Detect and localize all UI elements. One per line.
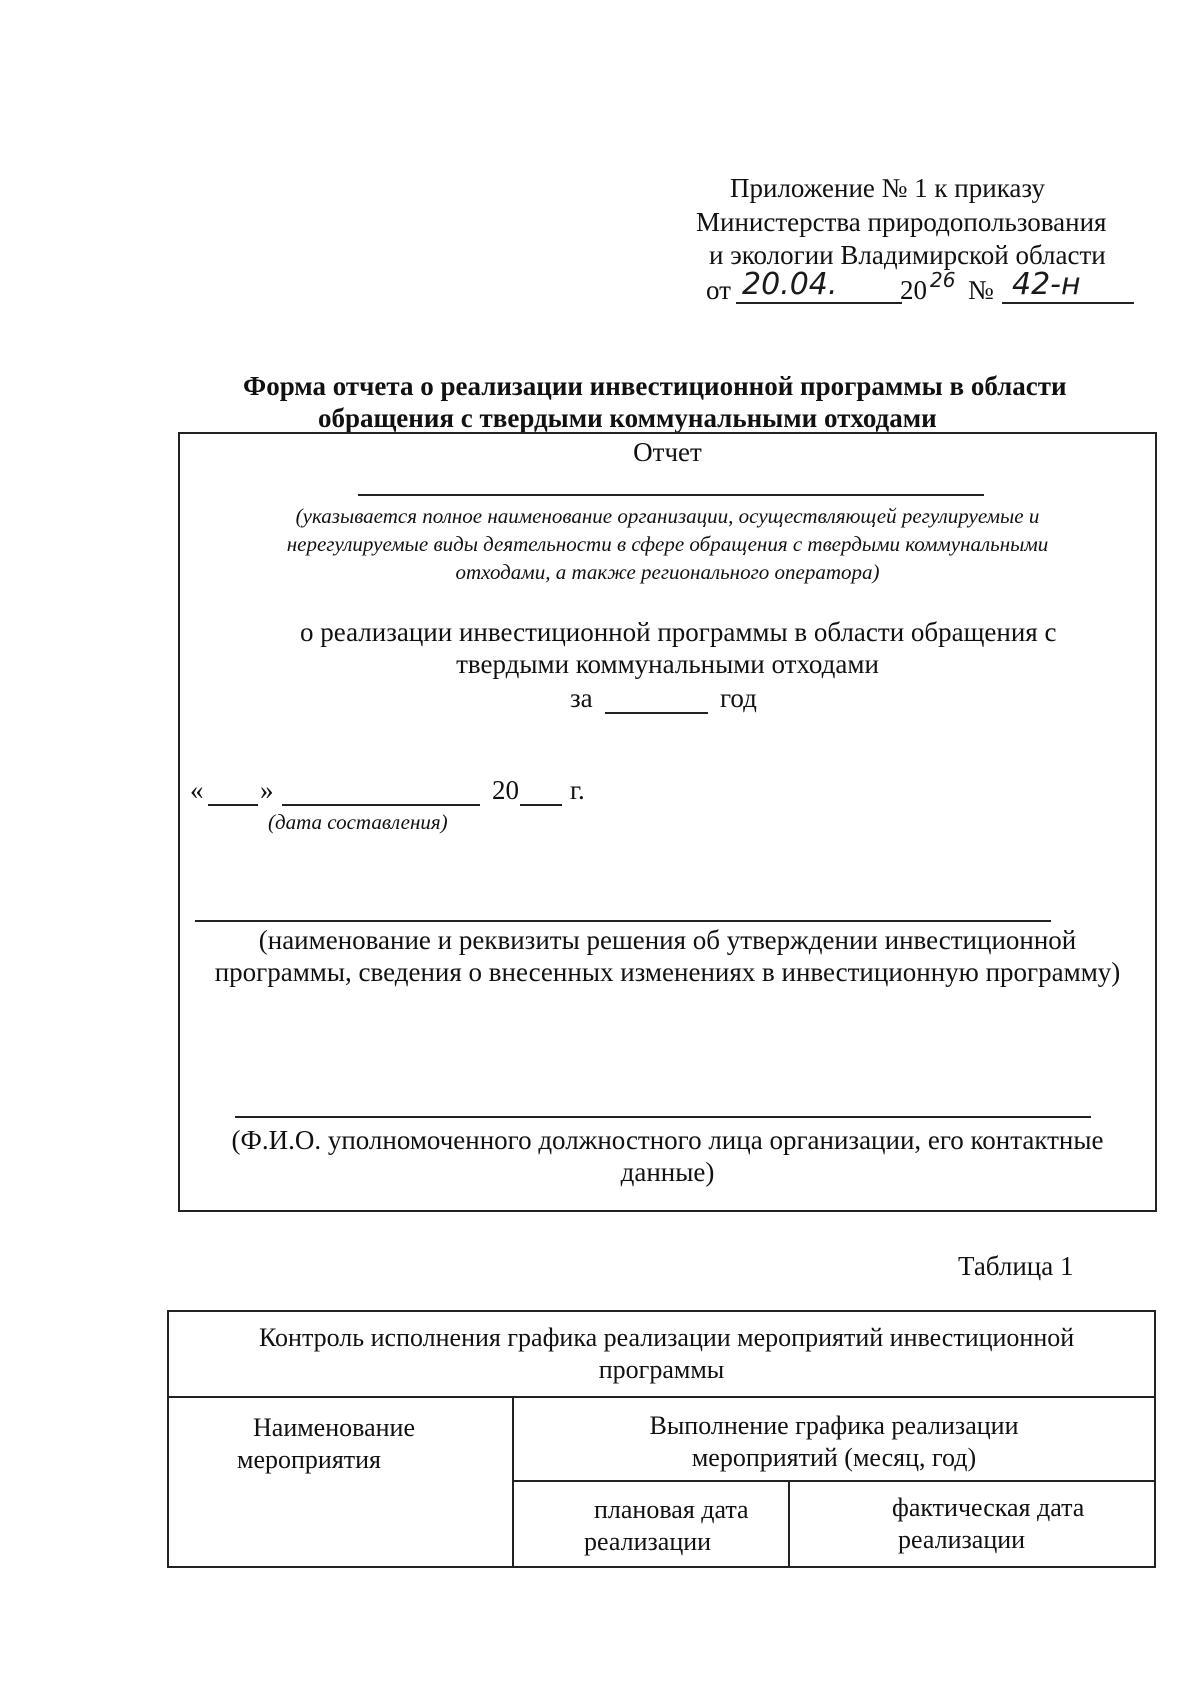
- org-note-line2: нерегулируемые виды деятельности в сфере обращения с твердыми коммунальными: [286, 532, 1049, 556]
- decision-note-line2: программы, сведения о внесенных изменениях в инвестиционную программу): [214, 957, 1121, 987]
- col-schedule-line1: Выполнение графика реализации: [649, 1411, 1019, 1440]
- form-title-line1: Форма отчета о реализации инвестиционной программы в области: [243, 371, 1067, 401]
- order-date-number: [706, 268, 1136, 308]
- decision-line[interactable]: [195, 920, 1051, 922]
- organization-name-line[interactable]: [358, 494, 984, 496]
- col-actual-line1: фактическая дата: [892, 1493, 1085, 1522]
- date-close-quote: »: [260, 775, 274, 805]
- date-year-suffix: г.: [570, 775, 585, 805]
- official-note-line1: (Ф.И.О. уполномоченного должностного лица организации, его контактные: [231, 1125, 1104, 1155]
- date-note: (дата составления): [268, 810, 448, 834]
- number-underline: [1002, 302, 1134, 304]
- date-day-field[interactable]: [208, 804, 258, 806]
- table-label: Таблица 1: [958, 1251, 1074, 1281]
- date-underline: [736, 302, 902, 304]
- subject-line2: твердыми коммунальными отходами: [456, 649, 879, 679]
- date-year-prefix: 20: [492, 775, 519, 805]
- col-planned-line1: плановая дата: [594, 1495, 749, 1524]
- form-title-line2: обращения с твердыми коммунальными отходами: [318, 403, 937, 433]
- table-header-cell: [168, 1311, 1155, 1397]
- col-name-line2: мероприятия: [237, 1445, 382, 1474]
- report-frame: [178, 432, 1157, 1212]
- date-open-quote: «: [190, 775, 204, 805]
- date-year-field[interactable]: [520, 804, 562, 806]
- org-note-line3: отходами, а также регионального оператора): [455, 560, 880, 584]
- report-year-field[interactable]: [605, 712, 708, 714]
- handwritten-year: 26: [930, 268, 956, 292]
- col-name-line1: Наименование: [253, 1413, 415, 1442]
- number-prefix: №: [968, 275, 994, 305]
- schedule-table: [167, 1310, 1156, 1568]
- appendix-line: Приложение № 1 к приказу: [730, 173, 1045, 203]
- date-month-field[interactable]: [282, 804, 480, 806]
- report-year-row: [570, 682, 593, 714]
- column-name-cell: [168, 1397, 513, 1567]
- org-note-line1: (указывается полное наименование организации, осуществляющей регулируемые и: [295, 504, 1040, 528]
- column-actual-cell: [789, 1481, 1155, 1567]
- handwritten-date: 20.04.: [742, 267, 838, 302]
- ministry-line: Министерства природопользования: [696, 207, 1107, 237]
- subject-line1: о реализации инвестиционной программы в области обращения с: [300, 617, 1057, 647]
- col-actual-line2: реализации: [898, 1525, 1026, 1554]
- table-header-line2: программы: [598, 1355, 725, 1384]
- column-planned-cell: [513, 1481, 789, 1567]
- report-heading: Отчет: [633, 437, 702, 467]
- from-prefix: от: [706, 275, 731, 305]
- official-line[interactable]: [235, 1116, 1091, 1118]
- region-line: и экологии Владимирской области: [709, 240, 1106, 270]
- col-planned-line2: реализации: [584, 1527, 712, 1556]
- official-note-line2: данные): [620, 1157, 715, 1187]
- col-schedule-line2: мероприятий (месяц, год): [691, 1443, 977, 1472]
- year-prefix-text: за: [570, 683, 593, 713]
- decision-note-line1: (наименование и реквизиты решения об утверждении инвестиционной: [258, 925, 1077, 955]
- handwritten-number: 42-н: [1012, 267, 1081, 302]
- table-header-line1: Контроль исполнения графика реализации мероприятий инвестиционной: [259, 1323, 1075, 1352]
- column-schedule-cell: [513, 1397, 1155, 1481]
- year-prefix: 20: [900, 275, 927, 305]
- year-suffix-text: год: [720, 683, 757, 713]
